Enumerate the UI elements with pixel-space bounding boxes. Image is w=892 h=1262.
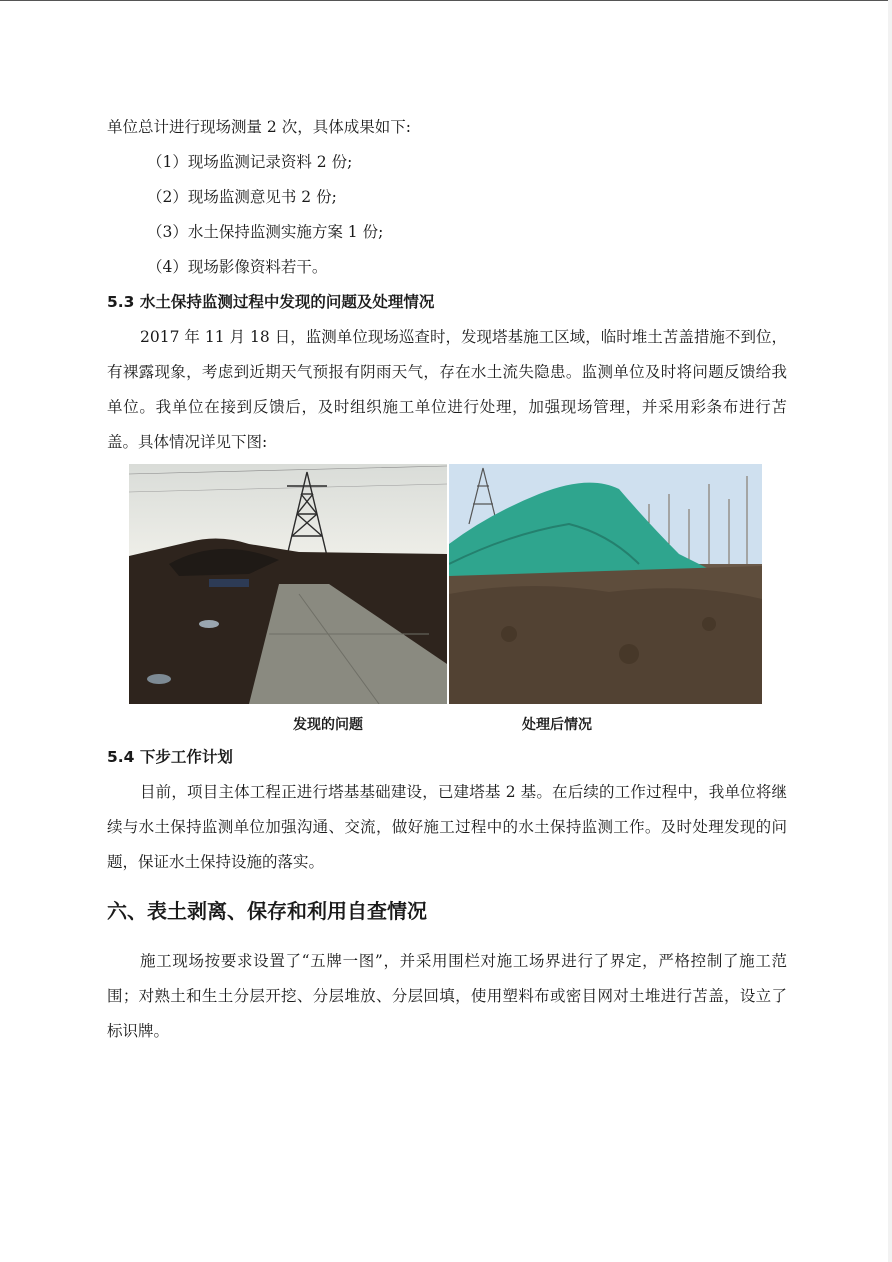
treated-photo	[449, 464, 762, 704]
document-page	[107, 110, 787, 1049]
result-item-4: （4）现场影像资料若干。	[147, 258, 328, 276]
treated-caption: 处理后情况	[522, 717, 592, 733]
section-6-paragraph: 施工现场按要求设置了“五牌一图”，并采用围栏对施工场界进行了界定，严格控制了施工范围；对熟土和生土分层开挖、分层堆放、分层回填，使用塑料布或密目网对土堆进行苫盖，设立了标识牌。	[107, 952, 787, 1040]
section-5-4-heading: 5.4 下步工作计划	[107, 748, 233, 766]
section-6-heading: 六、表土剥离、保存和利用自查情况	[107, 899, 427, 923]
result-item-2: （2）现场监测意见书 2 份;	[147, 188, 337, 206]
top-border	[0, 0, 892, 1]
section-5-4-paragraph: 目前，项目主体工程正进行塔基基础建设，已建塔基 2 基。在后续的工作过程中，我单位将继续与水土保持监测单位加强沟通、交流，做好施工过程中的水土保持监测工作。及时处理发现的问题，保证水土保持设施的落实。	[107, 783, 787, 871]
result-item-1: （1）现场监测记录资料 2 份;	[147, 153, 353, 171]
figure-pair	[107, 464, 787, 740]
page-edge	[888, 0, 892, 1262]
problem-photo	[129, 464, 447, 704]
section-5-3-paragraph: 2017 年 11 月 18 日，监测单位现场巡查时，发现塔基施工区域，临时堆土苫盖措施不到位，有裸露现象，考虑到近期天气预报有阴雨天气，存在水土流失隐患。监测单位及时将问题反馈给我单位。我单位在接到反馈后，及时组织施工单位进行处理，加强现场管理，并采用彩条布进行苫盖。具体情况详见下图:	[107, 328, 787, 451]
section-5-3-heading: 5.3 水土保持监测过程中发现的问题及处理情况	[107, 293, 435, 311]
problem-caption: 发现的问题	[293, 717, 363, 733]
result-item-3: （3）水土保持监测实施方案 1 份;	[147, 223, 384, 241]
intro-line: 单位总计进行现场测量 2 次，具体成果如下:	[107, 118, 411, 136]
